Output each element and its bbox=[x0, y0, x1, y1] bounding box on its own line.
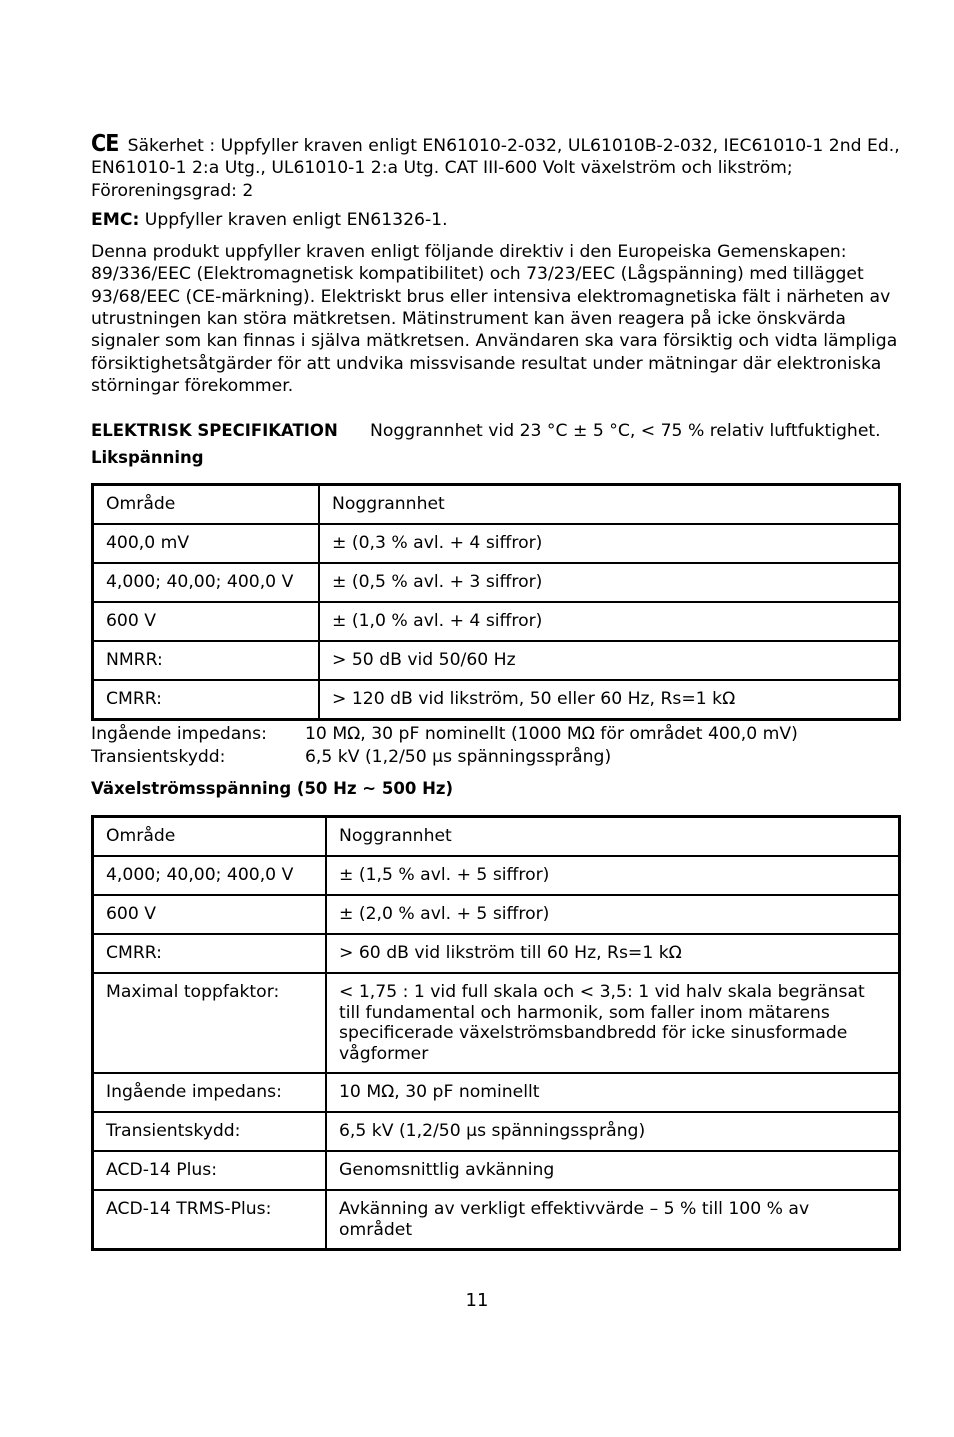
table-cell: ± (0,3 % avl. + 4 siffror) bbox=[319, 524, 900, 563]
table-row bbox=[93, 1112, 900, 1151]
table-cell: 10 MΩ, 30 pF nominellt bbox=[326, 1073, 900, 1112]
table-cell: 4,000; 40,00; 400,0 V bbox=[93, 856, 327, 895]
table-cell: Ingående impedans: bbox=[93, 1073, 327, 1112]
table-cell: ± (1,5 % avl. + 5 siffror) bbox=[326, 856, 900, 895]
table-row bbox=[93, 1190, 900, 1250]
emc-label: EMC: bbox=[91, 209, 140, 230]
spec-note: Noggrannhet vid 23 °C ± 5 °C, < 75 % relativ luftfuktighet. bbox=[370, 421, 881, 442]
table-cell: Noggrannhet bbox=[319, 485, 900, 525]
dc-extra-specs bbox=[91, 723, 901, 769]
emc-text: Uppfyller kraven enligt EN61326-1. bbox=[139, 209, 448, 230]
table-cell: 400,0 mV bbox=[93, 524, 320, 563]
table-cell: ± (0,5 % avl. + 3 siffror) bbox=[319, 563, 900, 602]
safety-paragraph bbox=[91, 133, 901, 202]
table-row bbox=[93, 817, 900, 857]
impedance-value: 10 MΩ, 30 pF nominellt (1000 MΩ för området 400,0 mV) bbox=[305, 724, 798, 745]
table-row bbox=[93, 680, 900, 720]
table-cell: CMRR: bbox=[93, 934, 327, 973]
table-cell: 4,000; 40,00; 400,0 V bbox=[93, 563, 320, 602]
table-cell: > 60 dB vid likström till 60 Hz, Rs=1 kΩ bbox=[326, 934, 900, 973]
transient-value: 6,5 kV (1,2/50 µs spänningssprång) bbox=[305, 747, 612, 768]
transient-label: Transientskydd: bbox=[91, 747, 226, 768]
table-row bbox=[93, 524, 900, 563]
table-cell: 600 V bbox=[93, 602, 320, 641]
ac-voltage-table bbox=[91, 815, 901, 1251]
table-row bbox=[93, 1073, 900, 1112]
table-cell: NMRR: bbox=[93, 641, 320, 680]
table-cell: ± (2,0 % avl. + 5 siffror) bbox=[326, 895, 900, 934]
ce-mark-icon: CE bbox=[91, 131, 119, 157]
directive-paragraph: Denna produkt uppfyller kraven enligt följande direktiv i den Europeiska Gemenskapen: 89/336/EEC (Elektromagnetisk kompatibilitet) och 73/23/EEC (Lågspänning) med tillägget 93/68/EEC (CE-märkning). Elektriskt brus eller intensiva elektromagnetiska fält i närheten av utrustningen kan störa mätkretsen. Mätinstrument kan även reagera på icke önskvärda signaler som kan finnas i själva mätkretsen. Användaren ska vara försiktig och vidta lämpliga försiktighetsåtgärder för att undvika missvisande resultat under mätningar där elektroniska störningar förekommer. bbox=[91, 242, 898, 396]
table-cell: ACD-14 TRMS-Plus: bbox=[93, 1190, 327, 1250]
table-cell: Noggrannhet bbox=[326, 817, 900, 857]
table-row bbox=[93, 641, 900, 680]
table-row bbox=[93, 563, 900, 602]
impedance-label: Ingående impedans: bbox=[91, 724, 267, 745]
table-row bbox=[93, 895, 900, 934]
table-cell: ± (1,0 % avl. + 4 siffror) bbox=[319, 602, 900, 641]
page-number: 11 bbox=[465, 1290, 489, 1311]
emc-paragraph bbox=[91, 209, 901, 231]
spec-header-row bbox=[91, 421, 901, 441]
table-cell: > 120 dB vid likström, 50 eller 60 Hz, Rs=1 kΩ bbox=[319, 680, 900, 720]
table-cell: 6,5 kV (1,2/50 µs spänningssprång) bbox=[326, 1112, 900, 1151]
table-cell: < 1,75 : 1 vid full skala och < 3,5: 1 vid halv skala begränsat till fundamental och harmonik, som faller inom mätarens specificerade växelströmsbandbredd för icke sinusformade vågformer bbox=[326, 973, 900, 1073]
safety-text: Säkerhet : Uppfyller kraven enligt EN61010-2-032, UL61010B-2-032, IEC61010-1 2nd Ed., EN61010-1 2:a Utg., UL61010-1 2:a Utg. CAT III-600 Volt växelström och likström; Föroreningsgrad: 2 bbox=[91, 136, 900, 201]
table-cell: CMRR: bbox=[93, 680, 320, 720]
table-row bbox=[93, 856, 900, 895]
table-cell: 600 V bbox=[93, 895, 327, 934]
impedance-row bbox=[91, 723, 901, 746]
table-row bbox=[93, 973, 900, 1073]
transient-row bbox=[91, 746, 901, 769]
table-row bbox=[93, 485, 900, 525]
table-cell: Område bbox=[93, 817, 327, 857]
dc-voltage-table bbox=[91, 483, 901, 721]
table-row bbox=[93, 934, 900, 973]
ac-section-title: Växelströmsspänning (50 Hz ~ 500 Hz) bbox=[91, 779, 454, 799]
table-row bbox=[93, 602, 900, 641]
table-cell: > 50 dB vid 50/60 Hz bbox=[319, 641, 900, 680]
table-cell: Transientskydd: bbox=[93, 1112, 327, 1151]
table-cell: Maximal toppfaktor: bbox=[93, 973, 327, 1073]
document-page bbox=[91, 133, 901, 1251]
table-cell: ACD-14 Plus: bbox=[93, 1151, 327, 1190]
table-cell: Område bbox=[93, 485, 320, 525]
spec-heading: ELEKTRISK SPECIFIKATION bbox=[91, 421, 338, 441]
table-cell: Avkänning av verkligt effektivvärde – 5 % till 100 % av området bbox=[326, 1190, 900, 1250]
table-cell: Genomsnittlig avkänning bbox=[326, 1151, 900, 1190]
table-row bbox=[93, 1151, 900, 1190]
dc-section-title: Likspänning bbox=[91, 448, 204, 468]
